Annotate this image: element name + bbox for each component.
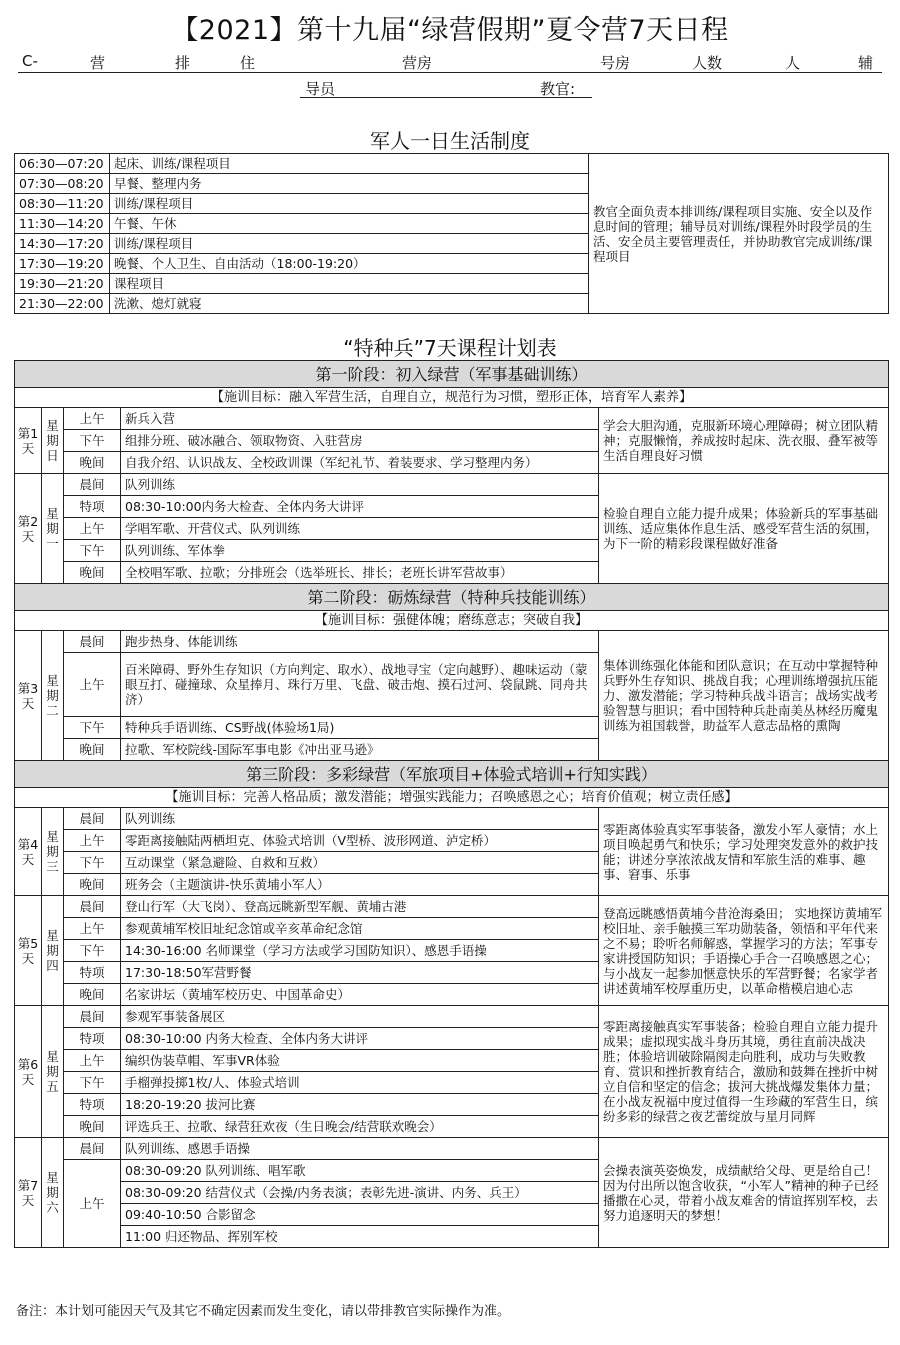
table-row [15,1006,889,1028]
slot-cell: 下午 [64,540,121,562]
stage-2-title: 第二阶段：砺炼绿营（特种兵技能训练） [15,584,889,611]
day-note: 学会大胆沟通，克服新环境心理障碍；树立团队精神；克服懒惰，养成按时起床、洗衣服、叠军被等生活自理良好习惯 [599,408,889,474]
item-cell: 百米障碍、野外生存知识（方向判定、取水）、战地寻宝（定向越野）、趣味运动（蒙眼互打、碰撞球、众星捧月、珠行万里、飞盘、破击炮、摸石过河、袋鼠跳、同舟共济） [121,653,599,717]
slot-cell: 上午 [64,653,121,717]
slot-cell: 特项 [64,496,121,518]
weekday-label: 星期日 [42,408,64,474]
weekday-label: 星期六 [42,1138,64,1248]
weekday-label: 星期四 [42,896,64,1006]
item-cell: 新兵入营 [121,408,599,430]
header-counselor-label: 导员 [305,80,336,98]
slot-cell: 晚间 [64,984,121,1006]
slot-cell: 上午 [64,1160,121,1248]
header-platoon-label: 排 [175,54,191,72]
day-label: 第1天 [15,408,42,474]
time-cell: 21:30—22:00 [15,294,110,314]
stage-3-title: 第三阶段：多彩绿营（军旅项目+体验式培训+行知实践） [15,761,889,788]
item-cell: 队列训练 [121,808,599,830]
weekday-label: 星期三 [42,808,64,896]
slot-cell: 晚间 [64,1116,121,1138]
slot-cell: 晚间 [64,739,121,761]
header-stay-label: 住 [240,54,256,72]
item-cell: 队列训练 [121,474,599,496]
day-note: 集体训练强化体能和团队意识；在互动中掌握特种兵野外生存知识、挑战自我；心理训练增强抗压能力、激发潜能；学习特种兵战斗语言；战场实战考验智慧与胆识；看中国特种兵赴南美丛林经历魔鬼训练为祖国载誉，助益军人意志品格的熏陶 [599,631,889,761]
stage-row [15,361,889,388]
activity-cell: 训练/课程项目 [110,234,589,254]
item-cell: 学唱军歌、开营仪式、队列训练 [121,518,599,540]
activity-cell: 训练/课程项目 [110,194,589,214]
daily-title: 军人一日生活制度 [370,129,530,153]
weekday-label: 星期一 [42,474,64,584]
goal-row [15,611,889,631]
weekday-label: 星期五 [42,1006,64,1138]
item-cell: 08:30-09:20 结营仪式（会操/内务表演；表彰先进-演讲、内务、兵王） [121,1182,599,1204]
activity-cell: 午餐、午休 [110,214,589,234]
stage-row [15,761,889,788]
item-cell: 全校唱军歌、拉歌；分排班会（选举班长、排长；老班长讲军营故事） [121,562,599,584]
slot-cell: 晨间 [64,631,121,653]
slot-cell: 晚间 [64,452,121,474]
slot-cell: 上午 [64,408,121,430]
item-cell: 班务会（主题演讲-快乐黄埔小军人） [121,874,599,896]
time-cell: 08:30—11:20 [15,194,110,214]
item-cell: 队列训练、军体拳 [121,540,599,562]
stage-3-goal: 【施训目标：完善人格品质；激发潜能；增强实践能力；召唤感恩之心；培育价值观；树立责任感】 [15,788,889,808]
table-row [15,896,889,918]
item-cell: 组排分班、破冰融合、领取物资、入驻营房 [121,430,599,452]
item-cell: 17:30-18:50军营野餐 [121,962,599,984]
activity-cell: 课程项目 [110,274,589,294]
item-cell: 登山行军（大飞岗）、登高远眺新型军舰、黄埔古港 [121,896,599,918]
header-person-label: 人 [785,54,801,72]
item-cell: 08:30-10:00内务大检查、全体内务大讲评 [121,496,599,518]
header-barracks-label: 营房 [402,54,433,72]
header-instructor-label: 教官: [540,80,576,98]
daily-schedule-table [14,153,889,314]
page-title: 【2021】第十九届“绿营假期”夏令营7天日程 [171,15,729,46]
slot-cell: 上午 [64,518,121,540]
item-cell: 自我介绍、认识战友、全校政训课（军纪礼节、着装要求、学习整理内务） [121,452,599,474]
item-cell: 评选兵王、拉歌、绿营狂欢夜（生日晚会/结营联欢晚会） [121,1116,599,1138]
time-cell: 14:30—17:20 [15,234,110,254]
slot-cell: 特项 [64,962,121,984]
activity-cell: 晚餐、个人卫生、自由活动（18:00-19:20） [110,254,589,274]
day-label: 第7天 [15,1138,42,1248]
remark-note: 备注：本计划可能因天气及其它不确定因素而发生变化，请以带排教官实际操作为准。 [16,1304,511,1319]
item-cell: 零距离接触陆两栖坦克、体验式培训（V型桥、波形网道、泸定桥） [121,830,599,852]
plan-table [14,360,889,1248]
header-class-prefix: C- [22,52,38,70]
item-cell: 手榴弹投掷1枚/人、体验式培训 [121,1072,599,1094]
item-cell: 08:30-09:20 队列训练、唱军歌 [121,1160,599,1182]
item-cell: 参观黄埔军校旧址纪念馆或辛亥革命纪念馆 [121,918,599,940]
table-row [15,808,889,830]
goal-row [15,788,889,808]
time-cell: 06:30—07:20 [15,154,110,174]
slot-cell: 晨间 [64,1138,121,1160]
slot-cell: 上午 [64,1050,121,1072]
slot-cell: 下午 [64,430,121,452]
header-room-label: 号房 [600,54,631,72]
stage-2-goal: 【施训目标：强健体魄；磨练意志；突破自我】 [15,611,889,631]
day-note: 零距离体验真实军事装备，激发小军人豪情；水上项目唤起勇气和快乐；学习处理突发意外的救护技能；讲述分享浓浓战友情和军旅生活的难事、趣事、窘事、乐事 [599,808,889,896]
header-count-label: 人数 [692,54,723,72]
item-cell: 特种兵手语训练、CS野战(体验场1局) [121,717,599,739]
slot-cell: 下午 [64,852,121,874]
time-cell: 19:30—21:20 [15,274,110,294]
day-label: 第4天 [15,808,42,896]
daily-note: 教官全面负责本排训练/课程项目实施、安全以及作息时间的管理；辅导员对训练/课程外时段学员的生活、安全员主要管理责任，并协助教官完成训练/课程项目 [589,154,889,314]
day-note: 零距离接触真实军事装备；检验自理自立能力提升成果；虚拟现实战斗身历其境，勇往直前决战决胜；体验培训破除隔阂走向胜利，成功与失败教育、赏识和挫折教育结合，激励和鼓舞在挫折中树立自信和坚定的信念；拔河大挑战爆发集体力量；在小战友祝福中度过值得一生珍藏的军营生日，缤纷多彩的绿营之夜艺蕾绽放与星月同辉 [599,1006,889,1138]
item-cell: 拉歌、军校院线-国际军事电影《冲出亚马逊》 [121,739,599,761]
day-label: 第6天 [15,1006,42,1138]
slot-cell: 晨间 [64,1006,121,1028]
table-row [15,631,889,653]
slot-cell: 晨间 [64,474,121,496]
slot-cell: 上午 [64,830,121,852]
slot-cell: 上午 [64,918,121,940]
slot-cell: 下午 [64,940,121,962]
header-underline-2 [300,97,592,98]
item-cell: 互动课堂（紧急避险、自救和互救） [121,852,599,874]
slot-cell: 晚间 [64,562,121,584]
day-note: 检验自理自立能力提升成果；体验新兵的军事基础训练、适应集体作息生活、感受军营生活的氛围，为下一阶的精彩段课程做好准备 [599,474,889,584]
header-camp-label: 营 [90,54,106,72]
day-label: 第3天 [15,631,42,761]
item-cell: 参观军事装备展区 [121,1006,599,1028]
item-cell: 跑步热身、体能训练 [121,631,599,653]
day-note: 会操表演英姿焕发，成绩献给父母、更是给自己！因为付出所以饱含收获，“小军人”精神的种子已经播撒在心灵，带着小战友难舍的情谊挥别军校，去努力追逐明天的梦想！ [599,1138,889,1248]
time-cell: 07:30—08:20 [15,174,110,194]
item-cell: 11:00 归还物品、挥别军校 [121,1226,599,1248]
slot-cell: 特项 [64,1028,121,1050]
stage-row [15,584,889,611]
item-cell: 18:20-19:20 拔河比赛 [121,1094,599,1116]
day-note: 登高远眺感悟黄埔今昔沧海桑田； 实地探访黄埔军校旧址、亲手触摸三军功勋装备，领悟和平年代来之不易；聆听名师解惑，掌握学习的方法；军事专家讲授国防知识；手语操心手合一召唤感恩之心；与小战友一起参加惬意快乐的军营野餐；名家学者讲述黄埔军校厚重历史，以革命楷模启迪心志 [599,896,889,1006]
table-row [15,154,889,174]
weekday-label: 星期二 [42,631,64,761]
slot-cell: 晚间 [64,874,121,896]
item-cell: 14:30-16:00 名师课堂（学习方法或学习国防知识）、感恩手语操 [121,940,599,962]
table-row [15,408,889,430]
goal-row [15,388,889,408]
slot-cell: 晨间 [64,808,121,830]
slot-cell: 下午 [64,1072,121,1094]
header-underline-1 [18,72,882,73]
item-cell: 08:30-10:00 内务大检查、全体内务大讲评 [121,1028,599,1050]
time-cell: 17:30—19:20 [15,254,110,274]
plan-title: “特种兵”7天课程计划表 [343,336,557,360]
item-cell: 队列训练、感恩手语操 [121,1138,599,1160]
stage-1-goal: 【施训目标：融入军营生活，自理自立，规范行为习惯，塑形正体，培育军人素养】 [15,388,889,408]
slot-cell: 下午 [64,717,121,739]
header-assist-label: 辅 [858,54,874,72]
slot-cell: 特项 [64,1094,121,1116]
table-row [15,1138,889,1160]
activity-cell: 早餐、整理内务 [110,174,589,194]
activity-cell: 起床、训练/课程项目 [110,154,589,174]
activity-cell: 洗漱、熄灯就寝 [110,294,589,314]
item-cell: 编织伪装草帽、军事VR体验 [121,1050,599,1072]
day-label: 第5天 [15,896,42,1006]
day-label: 第2天 [15,474,42,584]
slot-cell: 晨间 [64,896,121,918]
table-row [15,474,889,496]
item-cell: 09:40-10:50 合影留念 [121,1204,599,1226]
item-cell: 名家讲坛（黄埔军校历史、中国革命史） [121,984,599,1006]
stage-1-title: 第一阶段：初入绿营（军事基础训练） [15,361,889,388]
time-cell: 11:30—14:20 [15,214,110,234]
